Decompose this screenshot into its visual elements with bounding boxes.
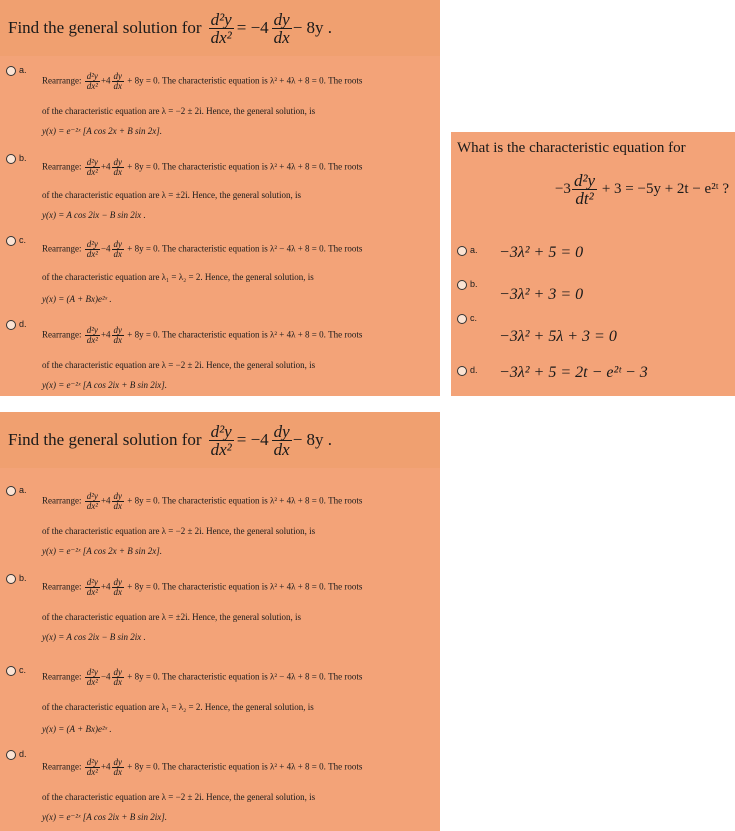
right-option-c-text: −3λ² + 5λ + 3 = 0 [499, 328, 617, 345]
option-a-char-eq: + 8y = 0. The characteristic equation is λ² + 4λ + 8 = 0. The roots [127, 75, 363, 86]
radio-d[interactable] [6, 320, 16, 330]
rearrange-label: Rearrange: [42, 671, 82, 682]
option-d[interactable] [0, 310, 440, 396]
option-a[interactable] [0, 56, 440, 144]
option-a-solution: y(x) = e⁻²ˣ [A cos 2x + B sin 2x]. [42, 126, 162, 136]
right-option-d-text: −3λ² + 5 = 2t − e²ᵗ − 3 [499, 364, 648, 381]
option-c-char-eq: + 8y = 0. The characteristic equation is λ² − 4λ + 8 = 0. The roots [127, 243, 363, 254]
right-coef: −3 [554, 180, 571, 197]
radio-a[interactable] [6, 486, 16, 496]
option-label-c: c. [19, 235, 27, 245]
option-label-b: b. [19, 153, 27, 163]
question-header-bottom: Find the general solution for $\frac{\text{d²y}}{\text{dx²}}$ = −4 $\frac{dy}{dx}$ − 8y . [0, 412, 440, 468]
radio-c[interactable] [6, 236, 16, 246]
radio-c[interactable] [6, 666, 16, 676]
right-radio-c[interactable] [457, 314, 467, 324]
option-b-line1: Rearrange: $\frac{\text{d²y}}{\text{dx²}}$ +4 $\frac{dy}{dx}$ + 8y = 0. The characteristic equation is λ² + 4λ + 8 = 0. The roots [42, 577, 363, 597]
option-a[interactable] [0, 468, 440, 560]
right-question-equation: −3 $\frac{\text{d²y}}{\text{dt²}}$ + 3 = −5y + 2t − e²ᵗ ? [554, 171, 729, 208]
option-d-solution: y(x) = e⁻²ˣ [A cos 2ix + B sin 2ix]. [42, 812, 167, 822]
right-question-prefix: What is the characteristic equation for [457, 140, 686, 156]
rearrange-label: Rearrange: [42, 581, 82, 592]
option-a-line2: of the characteristic equation are λ = −2 ± 2i. Hence, the general solution, is [42, 526, 316, 536]
right-radio-a[interactable] [457, 246, 467, 256]
option-c-line2: of the characteristic equation are λ₁ = λ₂ = 2. Hence, the general solution, is [42, 702, 314, 712]
second-derivative: $\frac{\text{d²y}}{\text{dx²}}$ [210, 9, 232, 47]
rearrange-label: Rearrange: [42, 75, 82, 86]
option-label-a: a. [19, 65, 27, 75]
radio-b[interactable] [6, 154, 16, 164]
option-d-line1: Rearrange: $\frac{\text{d²y}}{\text{dx²}}$ +4 $\frac{dy}{dx}$ + 8y = 0. The characteristic equation is λ² + 4λ + 8 = 0. The roots [42, 757, 363, 777]
question-equation-rhs: − 8y . [292, 18, 333, 37]
first-derivative: $\frac{dy}{dx}$ [273, 421, 290, 459]
option-b[interactable] [0, 144, 440, 226]
option-d-line1: Rearrange: $\frac{\text{d²y}}{\text{dx²}}$ +4 $\frac{dy}{dx}$ + 8y = 0. The characteristic equation is λ² + 4λ + 8 = 0. The roots [42, 325, 363, 345]
option-a-line1: Rearrange: $\frac{\text{d²y}}{\text{dx²}}$ +4 $\frac{dy}{dx}$ + 8y = 0. The characteristic equation is λ² + 4λ + 8 = 0. The roots [42, 491, 363, 511]
option-d-char-eq: + 8y = 0. The characteristic equation is λ² + 4λ + 8 = 0. The roots [127, 761, 363, 772]
right-question-panel [451, 132, 735, 396]
option-a-line1: Rearrange: $\frac{\text{d²y}}{\text{dx²}}$ +4 $\frac{dy}{dx}$ + 8y = 0. The characteristic equation is λ² + 4λ + 8 = 0. The roots [42, 71, 363, 91]
option-d-solution: y(x) = e⁻²ˣ [A cos 2ix + B sin 2ix]. [42, 380, 167, 390]
option-d[interactable] [0, 742, 440, 831]
first-derivative: $\frac{dy}{dx}$ [273, 9, 290, 47]
right-radio-d[interactable] [457, 366, 467, 376]
second-derivative: $\frac{\text{d²y}}{\text{dx²}}$ [210, 421, 232, 459]
right-option-label-b: b. [470, 279, 478, 289]
radio-d[interactable] [6, 750, 16, 760]
option-c-line1: Rearrange: $\frac{\text{d²y}}{\text{dx²}}$ −4 $\frac{dy}{dx}$ + 8y = 0. The characteristic equation is λ² − 4λ + 8 = 0. The roots [42, 239, 363, 259]
option-c[interactable] [0, 226, 440, 310]
right-option-label-a: a. [470, 245, 478, 255]
option-b-line2: of the characteristic equation are λ = ±2i. Hence, the general solution, is [42, 612, 302, 622]
right-radio-b[interactable] [457, 280, 467, 290]
option-label-a: a. [19, 485, 27, 495]
option-a-solution: y(x) = e⁻²ˣ [A cos 2x + B sin 2x]. [42, 546, 162, 556]
option-c-line1: Rearrange: $\frac{\text{d²y}}{\text{dx²}}$ −4 $\frac{dy}{dx}$ + 8y = 0. The characteristic equation is λ² − 4λ + 8 = 0. The roots [42, 667, 363, 687]
right-eq-rhs: + 3 = −5y + 2t − e²ᵗ ? [601, 180, 729, 197]
rearrange-label: Rearrange: [42, 495, 82, 506]
option-b-solution: y(x) = A cos 2ix − B sin 2ix . [42, 632, 146, 642]
question-prefix: Find the general solution for [8, 430, 202, 449]
option-c-line2: of the characteristic equation are λ₁ = λ₂ = 2. Hence, the general solution, is [42, 272, 314, 282]
right-option-b-text: −3λ² + 3 = 0 [499, 286, 584, 303]
option-b-line1: Rearrange: $\frac{\text{d²y}}{\text{dx²}}$ +4 $\frac{dy}{dx}$ + 8y = 0. The characteristic equation is λ² + 4λ + 8 = 0. The roots [42, 157, 363, 177]
option-c-char-eq: + 8y = 0. The characteristic equation is λ² − 4λ + 8 = 0. The roots [127, 671, 363, 682]
option-c[interactable] [0, 654, 440, 740]
right-option-a-text: −3λ² + 5 = 0 [499, 244, 584, 261]
right-option-label-c: c. [470, 313, 478, 323]
option-a-line2: of the characteristic equation are λ = −2 ± 2i. Hence, the general solution, is [42, 106, 316, 116]
option-label-d: d. [19, 319, 27, 329]
rearrange-label: Rearrange: [42, 161, 82, 172]
rearrange-label: Rearrange: [42, 761, 82, 772]
option-label-c: c. [19, 665, 27, 675]
radio-a[interactable] [6, 66, 16, 76]
options-panel-bottom [0, 468, 440, 831]
question-prefix: Find the general solution for [8, 18, 202, 37]
radio-b[interactable] [6, 574, 16, 584]
option-b-char-eq: + 8y = 0. The characteristic equation is λ² + 4λ + 8 = 0. The roots [127, 581, 363, 592]
option-b[interactable] [0, 564, 440, 650]
rearrange-label: Rearrange: [42, 243, 82, 254]
question-header-top: Find the general solution for $\frac{\text{d²y}}{\text{dx²}}$ = −4 $\frac{dy}{dx}$ − 8y . [0, 0, 440, 56]
option-b-char-eq: + 8y = 0. The characteristic equation is λ² + 4λ + 8 = 0. The roots [127, 161, 363, 172]
right-option-label-d: d. [470, 365, 478, 375]
option-label-b: b. [19, 573, 27, 583]
option-d-char-eq: + 8y = 0. The characteristic equation is λ² + 4λ + 8 = 0. The roots [127, 329, 363, 340]
option-b-solution: y(x) = A cos 2ix − B sin 2ix . [42, 210, 146, 220]
option-d-line2: of the characteristic equation are λ = −2 ± 2i. Hence, the general solution, is [42, 360, 316, 370]
options-panel-top [0, 56, 440, 396]
option-c-solution: y(x) = (A + Bx)e²ˣ . [42, 294, 112, 304]
option-c-solution: y(x) = (A + Bx)e²ˣ . [42, 724, 112, 734]
option-label-d: d. [19, 749, 27, 759]
question-equation-rhs: − 8y . [292, 430, 333, 449]
option-a-char-eq: + 8y = 0. The characteristic equation is λ² + 4λ + 8 = 0. The roots [127, 495, 363, 506]
option-b-line2: of the characteristic equation are λ = ±2i. Hence, the general solution, is [42, 190, 302, 200]
rearrange-label: Rearrange: [42, 329, 82, 340]
option-d-line2: of the characteristic equation are λ = −2 ± 2i. Hence, the general solution, is [42, 792, 316, 802]
